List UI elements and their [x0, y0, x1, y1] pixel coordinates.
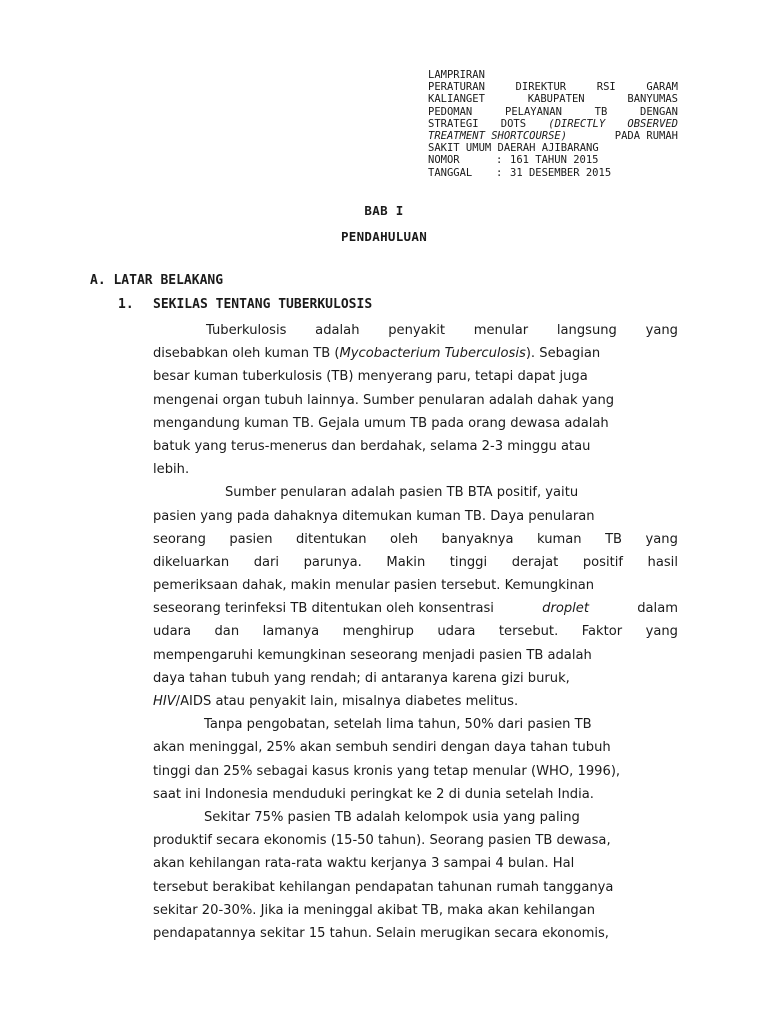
line-text: sekitar 20-30%. Jika ia meninggal akibat TB, maka akan kehilangan [153, 902, 596, 918]
paragraph-2-line [153, 528, 678, 551]
header-word: PERATURAN [428, 81, 485, 94]
word: dikeluarkan [153, 554, 230, 570]
tanggal-value: 31 DESEMBER 2015 [510, 166, 612, 179]
word: Makin [386, 554, 426, 570]
paragraph-2-line [153, 481, 678, 504]
word: positif [582, 554, 623, 570]
paragraph-4-line [153, 899, 678, 922]
line-text: Sumber penularan adalah pasien TB BTA positif, yaitu [225, 485, 579, 501]
italic-term: HIV [153, 694, 176, 709]
line-text: mengandung kuman TB. Gejala umum TB pada orang dewasa adalah [153, 415, 609, 431]
word: lamanya [262, 624, 320, 640]
line-text: pemeriksaan dahak, makin menular pasien tersebut. Kemungkinan [153, 578, 595, 594]
word: tersebut. [498, 624, 559, 640]
text-run: seseorang terinfeksi TB ditentukan oleh konsentrasi [153, 601, 494, 617]
header-word: DOTS [500, 117, 527, 130]
word: yang [645, 624, 678, 640]
header-word: PELAYANAN [505, 105, 562, 118]
paragraph-1-line [153, 435, 678, 458]
header-word: LAMPRIRAN [428, 69, 485, 81]
nomor-colon: : [496, 154, 503, 167]
word: TB [605, 531, 623, 547]
text-run: ). Sebagian [525, 346, 601, 362]
word: penyakit [388, 323, 445, 338]
line-text: saat ini Indonesia menduduki peringkat ke 2 di dunia setelah India. [153, 786, 594, 802]
paragraph-2-line [153, 597, 678, 620]
line-text [153, 690, 518, 713]
paragraph-4-line [153, 806, 678, 829]
attachment-header [428, 69, 678, 179]
word: langsung [556, 323, 617, 338]
word: seorang [153, 531, 206, 547]
paragraph-2-line [153, 620, 678, 643]
header-word: KALIANGET [428, 93, 485, 106]
header-word-italic: (DIRECTLY [548, 117, 606, 130]
section-heading-a: A. LATAR BELAKANG [90, 273, 224, 288]
line-text: batuk yang terus-menerus dan berdahak, selama 2-3 minggu atau [153, 438, 591, 454]
tanggal-row [428, 167, 678, 179]
header-line-peraturan [428, 81, 678, 93]
line-text: tersebut berakibat kehilangan pendapatan tahunan rumah tangganya [153, 879, 614, 895]
word: udara [437, 624, 476, 640]
paragraph-4-line [153, 876, 678, 899]
header-word-italic: TREATMENT SHORTCOURSE) [428, 129, 568, 142]
tanggal-label: TANGGAL [428, 166, 473, 179]
nomor-value: 161 TAHUN 2015 [510, 154, 599, 167]
chapter-title: PENDAHULUAN [340, 229, 428, 244]
word: kuman [537, 531, 582, 547]
line-text: akan meninggal, 25% akan sembuh sendiri dengan daya tahan tubuh [153, 740, 611, 756]
paragraph-1-line [153, 389, 678, 412]
italic-term: droplet [542, 601, 590, 617]
scientific-name: Mycobacterium Tuberculosis [339, 346, 526, 362]
header-word: DIREKTUR [515, 81, 567, 94]
header-word: BANYUMAS [627, 93, 678, 106]
header-line-strategi [428, 118, 678, 130]
paragraph-3-line [153, 713, 678, 736]
header-word: RSI [596, 81, 616, 94]
subsection-number: 1. [118, 297, 134, 312]
header-line-treatment [428, 130, 678, 142]
header-word: TB [594, 105, 608, 118]
nomor-row [428, 154, 678, 166]
line-text: akan kehilangan rata-rata waktu kerjanya 3 sampai 4 bulan. Hal [153, 856, 575, 872]
word: Faktor [581, 624, 623, 640]
word: hasil [647, 554, 678, 570]
paragraph-4-line [153, 829, 678, 852]
header-word-italic: OBSERVED [627, 117, 678, 130]
header-word: DENGAN [640, 105, 678, 118]
nomor-label: NOMOR [428, 154, 460, 167]
paragraph-3-line [153, 760, 678, 783]
text-run: disebabkan oleh kuman TB ( [153, 346, 340, 362]
word: menghirup [342, 624, 414, 640]
line-text: besar kuman tuberkulosis (TB) menyerang paru, tetapi dapat juga [153, 369, 588, 385]
word: oleh [390, 531, 419, 547]
paragraph-1-line [153, 365, 678, 388]
line-text: produktif secara ekonomis (15-50 tahun). Seorang pasien TB dewasa, [153, 833, 611, 849]
word: adalah [315, 323, 360, 338]
paragraph-4-line [153, 922, 678, 945]
paragraph-3-line [153, 783, 678, 806]
line-text: Tanpa pengobatan, setelah lima tahun, 50% dari pasien TB [204, 717, 592, 733]
paragraph-1-line [153, 458, 678, 481]
header-word: PEDOMAN [428, 105, 473, 118]
paragraph-1-line [153, 342, 678, 365]
tanggal-colon: : [496, 166, 503, 179]
body-text [153, 319, 678, 945]
word: menular [473, 323, 529, 338]
paragraph-3-line [153, 736, 678, 759]
subsection-heading-1 [118, 297, 372, 312]
paragraph-1-line [153, 319, 678, 342]
subsection-title: SEKILAS TENTANG TUBERKULOSIS [153, 297, 373, 312]
line-text: pendapatannya sekitar 15 tahun. Selain merugikan secara ekonomis, [153, 925, 609, 941]
header-line-lampiran [428, 69, 678, 81]
line-text: daya tahan tubuh yang rendah; di antaranya karena gizi buruk, [153, 670, 570, 686]
line-text: mempengaruhi kemungkinan seseorang menjadi pasien TB adalah [153, 647, 592, 663]
text-run: dalam [637, 601, 678, 617]
header-line-pedoman [428, 106, 678, 118]
header-line-rsud [428, 142, 678, 154]
paragraph-2-line [153, 690, 678, 713]
line-text: tinggi dan 25% sebagai kasus kronis yang tetap menular (WHO, 1996), [153, 763, 621, 779]
word: Tuberkulosis [206, 323, 287, 338]
word: ditentukan [296, 531, 367, 547]
word: yang [645, 531, 678, 547]
word: tinggi [449, 554, 488, 570]
header-word: STRATEGI [428, 117, 479, 130]
word: parunya. [303, 554, 362, 570]
header-word: GARAM [646, 81, 678, 94]
header-word: PADA RUMAH [614, 129, 678, 142]
word: pasien [229, 531, 273, 547]
line-text: Sekitar 75% pasien TB adalah kelompok usia yang paling [204, 809, 580, 825]
line-text: mengenai organ tubuh lainnya. Sumber penularan adalah dahak yang [153, 392, 615, 408]
header-line-kalianget [428, 93, 678, 105]
paragraph-2-line [153, 644, 678, 667]
line-text: lebih. [153, 462, 190, 478]
paragraph-2-line [153, 574, 678, 597]
paragraph-2-line [153, 667, 678, 690]
header-word: SAKIT UMUM DAERAH AJIBARANG [428, 142, 599, 155]
word: banyaknya [441, 531, 514, 547]
text-run: /AIDS atau penyakit lain, misalnya diabetes melitus. [175, 694, 519, 709]
paragraph-1-line [153, 412, 678, 435]
word: derajat [511, 554, 559, 570]
word: dari [253, 554, 280, 570]
header-word: KABUPATEN [527, 93, 585, 106]
chapter-number: BAB I [364, 203, 404, 218]
paragraph-2-line [153, 551, 678, 574]
word: udara [153, 624, 192, 640]
word: yang [645, 323, 678, 338]
word: dan [214, 624, 240, 640]
paragraph-2-line [153, 505, 678, 528]
line-text: pasien yang pada dahaknya ditemukan kuman TB. Daya penularan [153, 508, 595, 524]
paragraph-4-line [153, 852, 678, 875]
line-text [153, 342, 600, 365]
